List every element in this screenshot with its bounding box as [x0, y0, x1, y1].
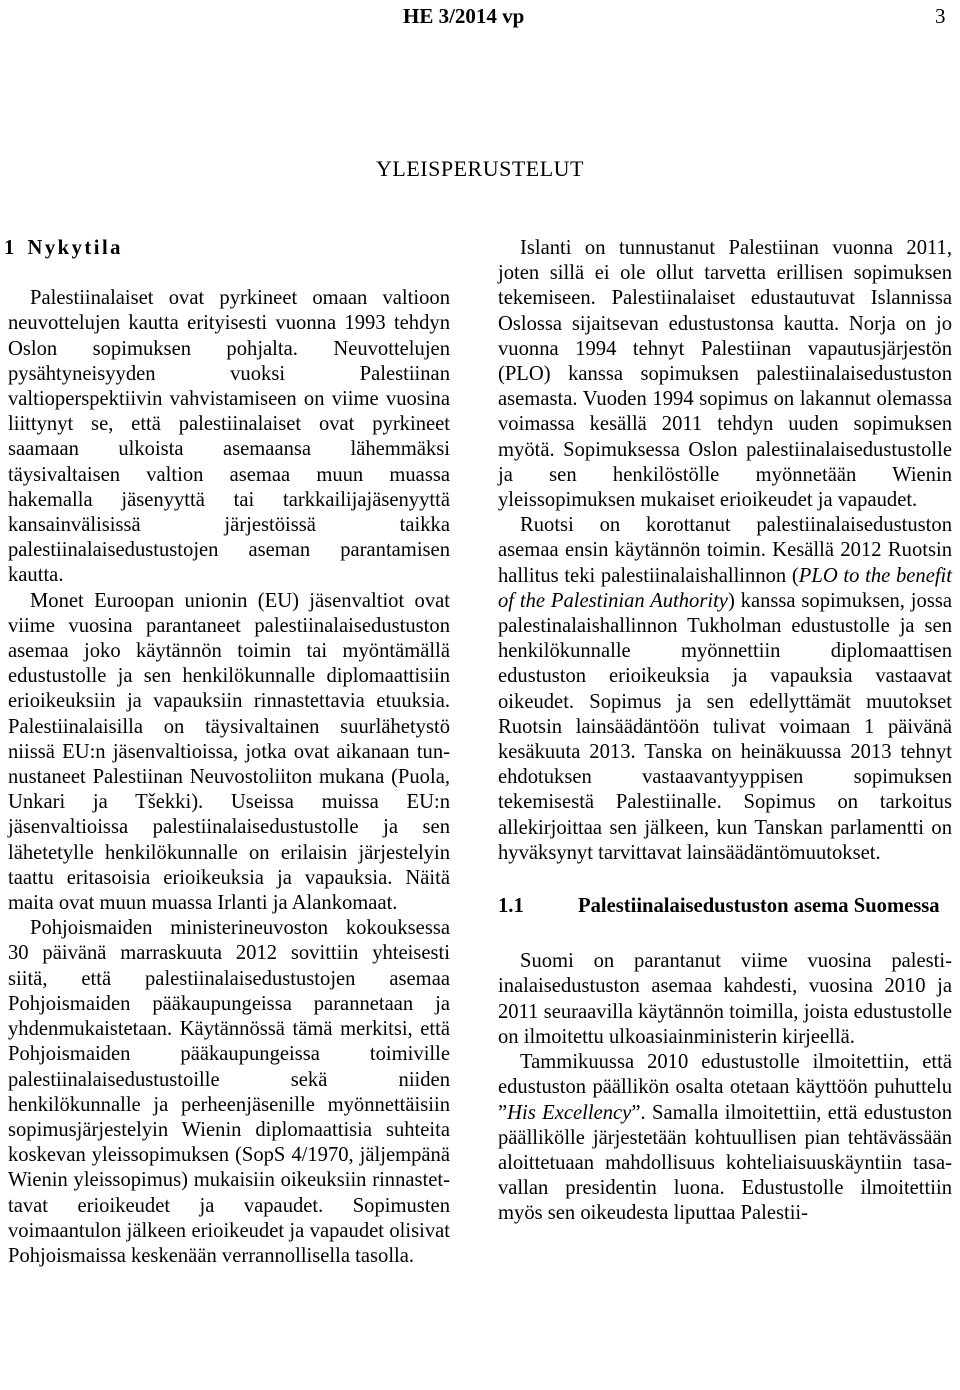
page-number: 3	[935, 4, 946, 28]
main-title: YLEISPERUSTELUT	[376, 156, 584, 181]
right-column	[498, 236, 952, 1227]
subsection-number: 1.1	[498, 895, 524, 918]
paragraph	[498, 1050, 952, 1226]
paragraph-text: ”. Samalla ilmoitettiin, että edustuston päällikölle järjestetään kohtuullisen pian tehtävässään aloittetuaan mahdollisuus kohteliaisuuskäyntiin tasavallan presidentin luona. Edustustolle ilmoitettiin myös sen oikeudesta liputtaa Palestii-	[498, 1101, 953, 1225]
paragraph-text: Tammikuussa 2010 edustustolle ilmoitettiin, että edustuston päällikön osalta otetaan käyttöön puhuttelu ”	[498, 1051, 952, 1124]
section-title: Nykytila	[27, 237, 123, 259]
paragraph: Suomi on parantanut viime vuosina palestiinalaisedustuston asemaa kahdesti, vuosina 2010 ja 2011 seuraavilla käytännön toimilla, joista edustustolle on ilmoitettu ulkoasiainministerin kirjeellä.	[498, 950, 952, 1048]
subsection-title: Palestiinalaisedustuston asema Suomessa	[578, 895, 940, 918]
subsection-heading	[498, 894, 952, 919]
paragraph-text: ) kanssa sopimuksen, jossa palestinalaishallinnon Tukholman edustustolle ja sen henkilökunnalle myönnettiin diplomaattisen edustuston erioikeuksia ja vapauksia vastaavat oikeudet. Sopimus ja sen edellyttämät muutokset Ruotsin lainsäädäntöön tulivat voimaan 1 päivänä kesäkuuta 2013. Tanska on heinäkuussa 2013 tehnyt ehdotuksen vastaavantyyppisen sopimuksen tekemisestä Palestiinalle. Sopimus on tarkoitus allekirjoittaa sen jälkeen, kun Tanskan parlamentti on hyväksynyt tarvittavat lainsäädäntömuutokset.	[498, 589, 952, 864]
section-number: 1	[4, 237, 15, 259]
left-column	[4, 236, 450, 1269]
section-heading	[4, 236, 450, 261]
italic-term: His Excellency	[507, 1101, 632, 1124]
italic-term: PLO to the benefit of the Palestinian Authority	[498, 564, 952, 612]
paragraph: Islanti on tunnustanut Palestiinan vuonna 2011, joten sillä ei ole ollut tarvetta erillisen sopimuksen tekemiseen. Palestiinalaiset edustautuvat Islannissa Oslossa sijaitsevan edustustonsa kautta. Norja on jo vuonna 1994 tehnyt Palestiinan vapautusjärjestön (PLO) kanssa sopimuksen palestiinalaisedustuston asemasta. Vuoden 1994 sopimus on lakannut olemassa voimassa kesällä 2011 tehdyn uuden sopimuksen myötä. Sopimuksessa Oslon palestiinalaisedustustolle ja sen henkilöstölle myönnetään Wienin yleissopimuksen mukaiset erioikeudet ja vapaudet.	[498, 237, 952, 512]
paragraph: Monet Euroopan unionin (EU) jäsenvaltiot ovat viime vuosina parantaneet palestiinalaisedustuston asemaa joko käytännön toimin tai myöntämällä edustustolle ja sen henkilökunnalle diplomaattisiin erioikeuksiin ja vapauksiin rinnastettavia etuuksia. Palestiinalaisilla on täysivaltainen suurlähetystö niissä EU:n jäsenvaltioissa, jotka ovat aikanaan tunnustaneet Palestiinan Neuvostoliiton mukana (Puola, Unkari ja Tšekki). Useissa muissa EU:n jäsenvaltioissa palestiinalaisedustustolle ja sen lähetetylle henkilökunnalle on erilaisin järjestelyin taattu eritasoisia erioikeuksia ja vapauksia. Näitä maita ovat muun muassa Irlanti ja Alankomaat.	[8, 589, 450, 915]
paragraph: Palestiinalaiset ovat pyrkineet omaan valtioon neuvottelujen kautta erityisesti vuonna 1993 tehdyn Oslon sopimuksen pohjalta. Neuvottelujen pysähtyneisyyden vuoksi Palestiinan valtioperspektiivin vahvistamiseen on viime vuosina liittynyt se, että palestiinalaiset ovat pyrkineet saamaan ulkoista asemaansa lähemmäksi täysivaltaisen valtion asemaa muun muassa hakemalla jäsenyyttä tai tarkkailijajäsenyyttä kansainvälisissä järjestöissä taikka palestiinalaisedustustojen aseman parantamisen kautta.	[8, 287, 450, 587]
paragraph-text: Ruotsi on korottanut palestiinalaisedustuston asemaa ensin käytännön toimin. Kesällä 2012 Ruotsin hallitus teki palestiinalaishallinnon (	[498, 514, 952, 587]
paragraph	[498, 513, 952, 866]
paragraph: Pohjoismaiden ministerineuvoston kokouksessa 30 päivänä marraskuuta 2012 sovittiin yhteisesti siitä, että palestiinalaisedustustojen asemaa Pohjoismaiden pääkaupungeissa parannetaan ja yhdenmukaistetaan. Käytännössä tämä merkitsi, että Pohjoismaiden pääkaupungeissa toimiville palestiinalaisedustustoille sekä niiden henkilökunnalle ja perheenjäsenille myönnettäisiin sopimusjärjestelyin Wienin diplomaattisia suhteita koskevan yleissopimuksen (SopS 4/1970, jäljempänä Wienin yleissopimus) mukaisiin oikeuksiin rinnastettavat erioikeudet ja vapaudet. Sopimusten voimaantulon jälkeen erioikeudet ja vapaudet olisivat Pohjoismaissa keskenään verrannollisella tasolla.	[8, 917, 450, 1267]
document-id: HE 3/2014 vp	[403, 4, 525, 28]
